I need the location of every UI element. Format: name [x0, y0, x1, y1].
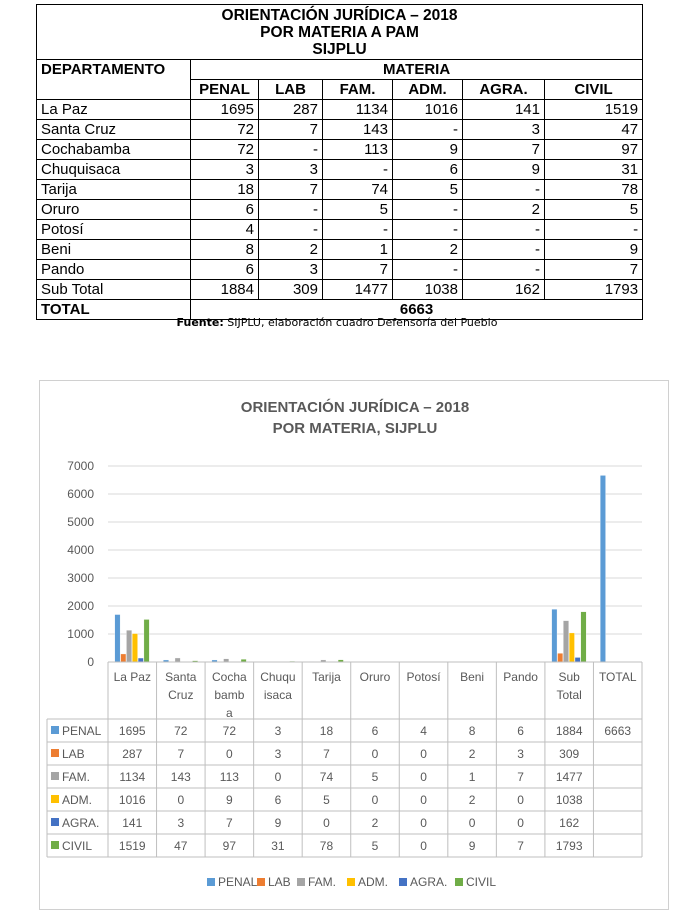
table-row [37, 100, 643, 120]
data-table-value: 0 [226, 747, 233, 761]
data-table-value: 0 [517, 793, 524, 807]
bar [126, 630, 131, 662]
data-table-value: 143 [170, 770, 191, 784]
data-table-value: 47 [174, 839, 188, 853]
table-title-line-3: SIJPLU [312, 41, 367, 58]
bar [552, 609, 557, 662]
data-table-value: 0 [177, 793, 185, 807]
data-table-value: 0 [517, 816, 524, 830]
data-table-value: 6663 [604, 724, 632, 738]
col-header-fam: FAM. [323, 80, 393, 100]
category-label: Pando [503, 670, 538, 684]
table-row [37, 220, 643, 240]
table-row [37, 240, 643, 260]
row-value-cell: 6 [191, 260, 259, 280]
y-tick-label: 6000 [67, 487, 94, 501]
data-table-value: 0 [371, 747, 379, 761]
series-key-swatch [51, 841, 59, 849]
data-table-value: 1134 [119, 770, 146, 784]
data-table-value: 97 [222, 839, 237, 853]
row-value-cell: - [323, 160, 393, 180]
series-name: LAB [62, 747, 85, 761]
legend-label: AGRA. [410, 875, 448, 889]
materia-header: MATERIA [191, 60, 643, 80]
row-value-cell: 5 [545, 200, 643, 220]
data-table-value: 5 [371, 770, 379, 784]
data-table-value: 1695 [118, 724, 146, 738]
bar [563, 621, 568, 662]
row-value-cell: - [463, 180, 545, 200]
data-table-value: 6 [517, 724, 524, 738]
row-value-cell: 9 [393, 140, 463, 160]
category-label: Cruz [168, 688, 194, 702]
data-table-value: 309 [559, 747, 580, 761]
data-table-value: 113 [219, 770, 239, 784]
row-dept-name: Santa Cruz [37, 120, 191, 140]
legend-swatch [399, 878, 407, 886]
row-value-cell: 78 [545, 180, 643, 200]
data-table-value: 0 [323, 816, 330, 830]
col-header-penal: PENAL [191, 80, 259, 100]
bar-chart [40, 381, 670, 911]
category-label: La Paz [113, 670, 151, 684]
data-table-value: 9 [226, 793, 233, 807]
row-value-cell: - [393, 200, 463, 220]
category-label: TOTAL [598, 670, 637, 684]
row-value-cell: 162 [463, 280, 545, 300]
legend-label: CIVIL [466, 875, 497, 889]
bar [144, 619, 149, 662]
table-title-line-2: POR MATERIA A PAM [260, 24, 419, 41]
summary-table [36, 4, 643, 320]
data-table-value: 8 [468, 724, 476, 738]
row-value-cell: 6 [393, 160, 463, 180]
data-table-value: 6 [274, 793, 282, 807]
data-table-value: 78 [319, 839, 334, 853]
row-value-cell: 1884 [191, 280, 259, 300]
row-value-cell: 7 [463, 140, 545, 160]
category-label: Tarija [312, 670, 341, 684]
y-tick-label: 3000 [67, 571, 94, 585]
row-dept-name: La Paz [37, 100, 191, 120]
row-value-cell: 7 [259, 120, 323, 140]
series-key-swatch [51, 749, 59, 757]
data-table-value: 1016 [118, 793, 146, 807]
col-header-agra: AGRA. [463, 80, 545, 100]
dept-header-spacer [37, 80, 191, 100]
row-dept-name: Beni [37, 240, 191, 260]
row-value-cell: 7 [323, 260, 393, 280]
bar [132, 634, 137, 662]
row-value-cell: - [259, 200, 323, 220]
series-name: AGRA. [62, 816, 100, 830]
data-table-value: 7 [226, 816, 233, 830]
row-value-cell: 4 [191, 220, 259, 240]
legend-swatch [207, 878, 215, 886]
row-value-cell: - [393, 220, 463, 240]
row-value-cell: 1 [323, 240, 393, 260]
category-label: bamb [214, 688, 245, 702]
bar [581, 612, 586, 662]
category-label: Oruro [359, 670, 391, 684]
y-tick-label: 0 [87, 655, 94, 669]
y-tick-label: 5000 [67, 515, 94, 529]
y-tick-label: 4000 [67, 543, 94, 557]
table-row [37, 120, 643, 140]
series-name: PENAL [62, 724, 102, 738]
category-label: Chuqu [260, 670, 296, 684]
table-row [37, 160, 643, 180]
data-table-value: 1519 [118, 839, 146, 853]
table-row [37, 280, 643, 300]
row-value-cell: 9 [545, 240, 643, 260]
data-table-value: 6 [371, 724, 379, 738]
legend-swatch [257, 878, 265, 886]
category-label: Santa [165, 670, 197, 684]
row-value-cell: 74 [323, 180, 393, 200]
row-value-cell: 5 [323, 200, 393, 220]
data-table-value: 9 [274, 816, 282, 830]
row-value-cell: 97 [545, 140, 643, 160]
data-table-value: 0 [274, 770, 282, 784]
total-label: TOTAL [37, 300, 191, 320]
category-label: Total [556, 688, 582, 702]
data-table-value: 1793 [555, 839, 583, 853]
series-key-swatch [51, 795, 59, 803]
source-label: Fuente: [176, 316, 224, 329]
row-dept-name: Chuquisaca [37, 160, 191, 180]
category-label: isaca [263, 688, 292, 702]
y-tick-label: 2000 [67, 599, 94, 613]
chart-frame [39, 380, 669, 910]
data-table-value: 4 [420, 724, 427, 738]
data-table-value: 7 [323, 747, 330, 761]
table-row [37, 200, 643, 220]
bar [558, 653, 563, 662]
row-value-cell: 72 [191, 140, 259, 160]
dept-header: DEPARTAMENTO [37, 60, 191, 80]
category-label: Potosí [406, 670, 441, 684]
row-value-cell: 1134 [323, 100, 393, 120]
data-table-value: 2 [468, 747, 476, 761]
row-value-cell: 18 [191, 180, 259, 200]
bar [575, 657, 580, 662]
data-table-value: 18 [319, 724, 334, 738]
data-table-value: 1884 [555, 724, 583, 738]
category-label: Sub [558, 670, 580, 684]
row-value-cell: 2 [259, 240, 323, 260]
data-table-value: 31 [271, 839, 285, 853]
table-row [37, 180, 643, 200]
data-table-value: 2 [468, 793, 476, 807]
row-value-cell: 309 [259, 280, 323, 300]
chart-title-line: ORIENTACIÓN JURÍDICA – 2018 [240, 399, 470, 416]
row-value-cell: - [545, 220, 643, 240]
bar [175, 658, 180, 662]
row-value-cell: 3 [191, 160, 259, 180]
data-table-value: 0 [420, 747, 427, 761]
data-table-value: 7 [177, 747, 185, 761]
data-table-value: 141 [122, 816, 143, 830]
legend-label: ADM. [358, 875, 388, 889]
row-value-cell: 72 [191, 120, 259, 140]
data-table-value: 1 [468, 770, 476, 784]
row-value-cell: 47 [545, 120, 643, 140]
category-label: Beni [460, 670, 485, 684]
row-value-cell: 113 [323, 140, 393, 160]
data-table-value: 0 [420, 793, 427, 807]
row-dept-name: Oruro [37, 200, 191, 220]
row-value-cell: - [393, 260, 463, 280]
row-value-cell: 1038 [393, 280, 463, 300]
data-table-value: 0 [420, 816, 427, 830]
total-value: 6663 [191, 300, 643, 320]
data-table-value: 72 [174, 724, 188, 738]
row-value-cell: 7 [259, 180, 323, 200]
bar [115, 615, 120, 662]
row-dept-name: Pando [37, 260, 191, 280]
row-value-cell: 3 [259, 260, 323, 280]
bar [569, 633, 574, 662]
row-value-cell: 3 [463, 120, 545, 140]
row-value-cell: - [393, 120, 463, 140]
row-value-cell: 287 [259, 100, 323, 120]
legend-label: FAM. [308, 875, 337, 889]
series-name: ADM. [62, 793, 92, 807]
data-table-value: 5 [323, 793, 330, 807]
row-value-cell: - [463, 220, 545, 240]
col-header-civil: CIVIL [545, 80, 643, 100]
source-note [0, 316, 674, 329]
legend-swatch [347, 878, 355, 886]
row-dept-name: Cochabamba [37, 140, 191, 160]
row-value-cell: - [259, 220, 323, 240]
data-table-value: 0 [420, 770, 427, 784]
data-table-value: 2 [371, 816, 379, 830]
data-table-value: 5 [371, 839, 379, 853]
category-label: a [226, 706, 233, 720]
series-key-swatch [51, 772, 59, 780]
row-value-cell: - [259, 140, 323, 160]
data-table-value: 0 [420, 839, 427, 853]
series-name: FAM. [62, 770, 91, 784]
category-label: Cocha [212, 670, 247, 684]
row-dept-name: Potosí [37, 220, 191, 240]
y-tick-label: 1000 [67, 627, 94, 641]
chart-title-line: POR MATERIA, SIJPLU [272, 420, 438, 437]
row-dept-name: Sub Total [37, 280, 191, 300]
row-value-cell: 9 [463, 160, 545, 180]
row-value-cell: 6 [191, 200, 259, 220]
data-table-value: 3 [274, 724, 282, 738]
data-table-value: 9 [468, 839, 476, 853]
data-table-value: 74 [319, 770, 334, 784]
row-value-cell: 7 [545, 260, 643, 280]
data-table-value: 0 [371, 793, 379, 807]
row-value-cell: - [463, 260, 545, 280]
col-header-lab: LAB [259, 80, 323, 100]
col-header-adm: ADM. [393, 80, 463, 100]
table-row [37, 260, 643, 280]
data-table-value: 3 [274, 747, 282, 761]
row-value-cell: 2 [393, 240, 463, 260]
table-title [37, 5, 643, 60]
data-table-value: 287 [122, 747, 143, 761]
data-table-value: 72 [222, 724, 237, 738]
row-value-cell: 31 [545, 160, 643, 180]
data-table-value: 1477 [555, 770, 583, 784]
data-table-value: 3 [177, 816, 185, 830]
table-row [37, 140, 643, 160]
row-value-cell: 143 [323, 120, 393, 140]
series-key-swatch [51, 726, 59, 734]
table-title-line-1: ORIENTACIÓN JURÍDICA – 2018 [221, 7, 458, 24]
row-value-cell: 1793 [545, 280, 643, 300]
source-text: SIJPLU, elaboración cuadro Defensoría del Pueblo [223, 316, 498, 329]
row-value-cell: - [463, 240, 545, 260]
data-table-value: 3 [517, 747, 524, 761]
row-value-cell: 8 [191, 240, 259, 260]
row-value-cell: - [323, 220, 393, 240]
data-table-value: 7 [517, 770, 524, 784]
data-table-value: 0 [468, 816, 476, 830]
row-value-cell: 1695 [191, 100, 259, 120]
row-value-cell: 2 [463, 200, 545, 220]
row-value-cell: 3 [259, 160, 323, 180]
series-name: CIVIL [62, 839, 93, 853]
legend-label: LAB [268, 875, 291, 889]
legend-swatch [297, 878, 305, 886]
data-table-value: 1038 [555, 793, 583, 807]
row-value-cell: 1016 [393, 100, 463, 120]
bar [138, 658, 143, 662]
legend-swatch [455, 878, 463, 886]
data-table-value: 162 [559, 816, 580, 830]
row-value-cell: 5 [393, 180, 463, 200]
bar [600, 475, 605, 662]
legend-label: PENAL [218, 875, 258, 889]
data-table-value: 7 [517, 839, 524, 853]
series-key-swatch [51, 818, 59, 826]
y-tick-label: 7000 [67, 459, 94, 473]
row-dept-name: Tarija [37, 180, 191, 200]
bar [121, 654, 126, 662]
row-value-cell: 141 [463, 100, 545, 120]
table-body [37, 100, 643, 300]
row-value-cell: 1519 [545, 100, 643, 120]
row-value-cell: 1477 [323, 280, 393, 300]
